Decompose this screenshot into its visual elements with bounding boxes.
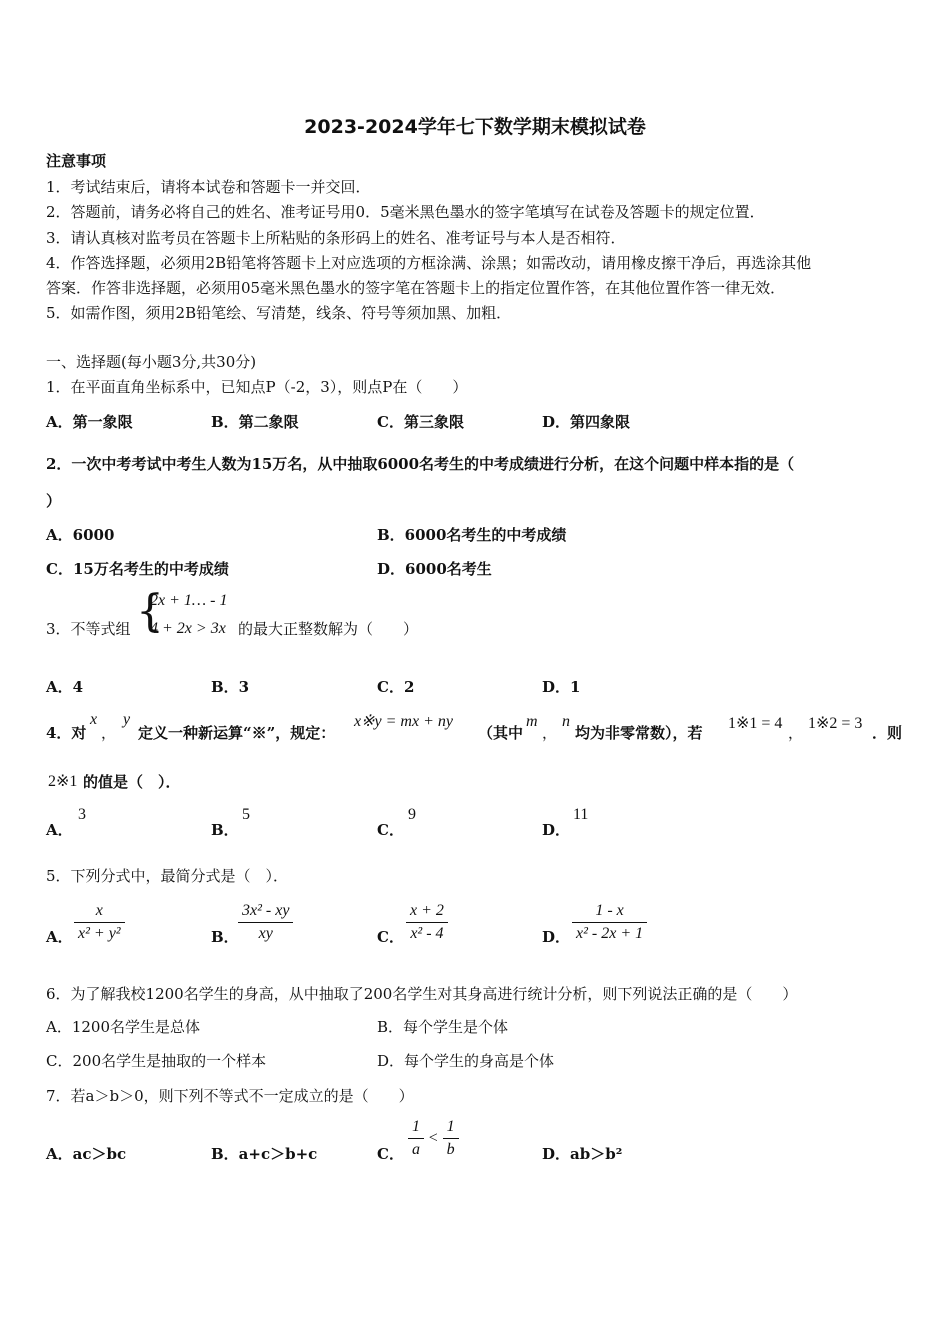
q5-option-b-label: B． <box>211 928 239 946</box>
q4-var-y: y <box>123 711 131 728</box>
fraction-numerator: 1 <box>408 1118 424 1139</box>
q4-option-d-label: D． <box>542 821 571 839</box>
q4-var-n: n <box>562 713 570 730</box>
page-title: 2023-2024学年七下数学期末模拟试卷 <box>304 116 646 138</box>
question-6-stem: 6．为了解我校1200名学生的身高，从中抽取了200名学生对其身高进行统计分析，则下列说法正确的是（ ） <box>46 985 798 1003</box>
q2-option-a: A．6000 <box>46 526 115 544</box>
q4-comma-2: ， <box>542 724 558 742</box>
note-item: 答案．作答非选择题，必须用05毫米黑色墨水的签字笔在答题卡上的指定位置作答，在其他位置作答一律无效． <box>46 279 786 297</box>
q4-option-c-label: C． <box>377 821 404 839</box>
q7-option-d: D．ab＞b² <box>542 1145 623 1163</box>
q3-option-d: D．1 <box>542 678 581 696</box>
q7-option-b: B．a+c＞b+c <box>211 1145 318 1163</box>
fraction-denominator: a <box>412 1141 420 1158</box>
q4-text-3: （其中 <box>478 724 524 742</box>
question-3-prefix: 3．不等式组 <box>46 620 131 638</box>
q4-option-a-label: A． <box>46 821 73 839</box>
system-brace-icon: { <box>136 586 164 637</box>
q5-option-a-label: A． <box>46 928 73 946</box>
q4-comma-3: ， <box>788 724 804 742</box>
q5-option-c-label: C． <box>377 928 404 946</box>
q1-option-d: D．第四象限 <box>542 413 631 431</box>
q3-option-b: B．3 <box>211 678 250 696</box>
q4-var-m: m <box>526 713 538 730</box>
note-item: 5．如需作图，须用2B铅笔绘、写清楚，线条、符号等须加黑、加粗． <box>46 304 512 322</box>
q2-option-b: B．6000名考生的中考成绩 <box>377 526 567 544</box>
q4-text-1: 4．对 <box>46 724 87 742</box>
q1-option-a: A．第一象限 <box>46 413 133 431</box>
question-7-stem: 7．若a＞b＞0，则下列不等式不一定成立的是（ ） <box>46 1087 414 1105</box>
fraction-numerator: x <box>74 902 125 923</box>
q4-rule: x※y = mx + ny <box>354 713 453 730</box>
q4-option-a-value: 3 <box>78 806 86 823</box>
question-2-stem: 2．一次中考考试中考生人数为15万名，从中抽取6000名考生的中考成绩进行分析，在这个问题中样本指的是（ <box>46 455 795 473</box>
q4-text-4: 均为非零常数），若 <box>575 724 703 742</box>
note-item: 2．答题前，请务必将自己的姓名、准考证号用0．5毫米黑色墨水的签字笔填写在试卷及答题卡的规定位置． <box>46 203 765 221</box>
q3-option-c: C．2 <box>377 678 415 696</box>
q3-option-a: A．4 <box>46 678 84 696</box>
q2-option-c: C．15万名考生的中考成绩 <box>46 560 229 578</box>
q6-option-c: C．200名学生是抽取的一个样本 <box>46 1052 267 1070</box>
q4-text-2: 定义一种新运算“※”，规定： <box>138 724 336 742</box>
note-item: 1．考试结束后，请将本试卷和答题卡一并交回． <box>46 178 371 196</box>
q4-option-c-value: 9 <box>408 806 416 823</box>
q7-option-a: A．ac＞bc <box>46 1145 127 1163</box>
question-5-stem: 5．下列分式中，最简分式是（ ）． <box>46 867 289 885</box>
fraction-denominator: x² - 4 <box>410 925 444 942</box>
q5-option-b-fraction <box>238 902 293 943</box>
fraction-numerator: 1 - x <box>572 902 647 923</box>
q4-text-6: 的值是（ ）． <box>83 773 181 791</box>
q1-option-b: B．第二象限 <box>211 413 299 431</box>
question-1-stem: 1．在平面直角坐标系中，已知点P（-2，3），则点P在（ ） <box>46 378 468 396</box>
q5-option-d-label: D． <box>542 928 571 946</box>
q3-inequality-1: 2x + 1… - 1 <box>150 592 228 609</box>
q6-option-a: A．1200名学生是总体 <box>46 1018 201 1036</box>
q5-option-d-fraction <box>572 902 647 943</box>
q5-option-c-fraction <box>406 902 448 943</box>
q4-expression: 2※1 <box>48 773 78 790</box>
less-than-sign: < <box>428 1129 438 1147</box>
question-3-suffix: 的最大正整数解为（ ） <box>238 620 419 638</box>
fraction-denominator: b <box>446 1141 455 1158</box>
q3-inequality-2: 4 + 2x > 3x <box>150 620 226 637</box>
q6-option-b: B．每个学生是个体 <box>377 1018 509 1036</box>
fraction-denominator: x² + y² <box>78 925 121 942</box>
notes-heading: 注意事项 <box>46 152 107 170</box>
q4-comma: ， <box>101 724 117 742</box>
q4-option-b-label: B． <box>211 821 239 839</box>
q7-option-c-expression <box>408 1118 459 1159</box>
q4-option-b-value: 5 <box>242 806 250 823</box>
q4-text-5: ．则 <box>872 724 903 742</box>
fraction-numerator: x + 2 <box>406 902 448 923</box>
q5-option-a-fraction <box>74 902 125 943</box>
section-heading: 一、选择题(每小题3分,共30分) <box>46 353 257 371</box>
fraction-denominator: xy <box>258 925 273 942</box>
q4-option-d-value: 11 <box>573 806 589 823</box>
q6-option-d: D．每个学生的身高是个体 <box>377 1052 555 1070</box>
q4-condition-1: 1※1 = 4 <box>728 715 783 732</box>
q2-option-d: D．6000名考生 <box>377 560 492 578</box>
note-item: 4．作答选择题，必须用2B铅笔将答题卡上对应选项的方框涂满、涂黑；如需改动，请用橡皮擦干净后，再选涂其他 <box>46 254 812 272</box>
note-item: 3．请认真核对监考员在答题卡上所粘贴的条形码上的姓名、准考证号与本人是否相符． <box>46 229 626 247</box>
q1-option-c: C．第三象限 <box>377 413 464 431</box>
q4-var-x: x <box>90 711 98 728</box>
fraction-numerator: 1 <box>443 1118 459 1139</box>
question-2-stem-cont: ） <box>46 492 62 510</box>
fraction-numerator: 3x² - xy <box>238 902 293 923</box>
q7-option-c-label: C． <box>377 1145 404 1163</box>
fraction-denominator: x² - 2x + 1 <box>576 925 644 942</box>
q4-condition-2: 1※2 = 3 <box>808 715 863 732</box>
